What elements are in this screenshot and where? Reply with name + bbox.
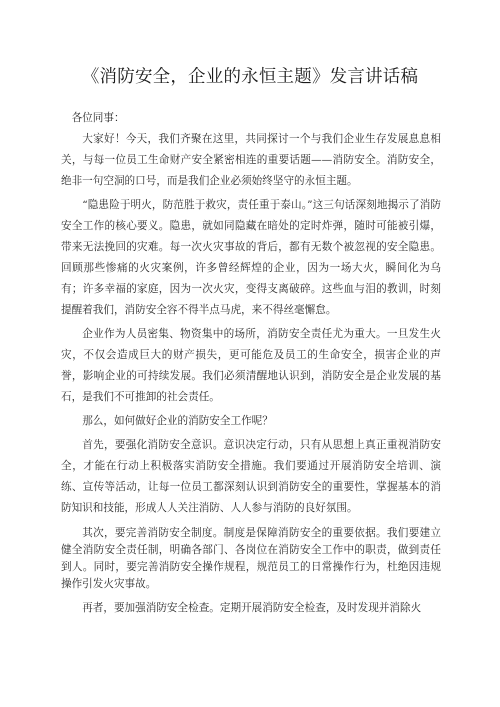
paragraph-opening: 大家好！今天，我们齐聚在这里，共同探讨一个与我们企业生存发展息息相关，与每一位员工生命财产安全紧密相连的重要话题——消防安全。消防安全，绝非一句空洞的口号，而是我们企业必须始终坚守的永恒主题。	[61, 133, 441, 187]
paragraph-quote: “隐患险于明火，防范胜于救灾，责任重于泰山。”这三句话深刻地揭示了消防安全工作的核心要义。隐患，就如同隐藏在暗处的定时炸弹，随时可能被引爆，带来无法挽回的灾难。每一次火灾事故的背后，都有无数个被忽视的安全隐患。回顾那些惨痛的火灾案例，许多曾经辉煌的企业，因为一场大火，瞬间化为乌有；许多幸福的家庭，因为一次火灾，变得支离破碎。这些血与泪的教训，时刻提醒着我们，消防安全容不得半点马虎，来不得丝毫懈怠。	[61, 199, 441, 316]
greeting: 各位同事：	[71, 112, 125, 124]
paragraph-question: 那么，如何做好企业的消防安全工作呢？	[82, 415, 273, 427]
paragraph-third: 再者，要加强消防安全检查。定期开展消防安全检查，及时发现并消除火	[82, 602, 422, 614]
document-body	[61, 108, 441, 622]
paragraph-first: 首先，要强化消防安全意识。意识决定行动，只有从思想上真正重视消防安全，才能在行动上积极落实消防安全措施。我们要通过开展消防安全培训、演练、宣传等活动，让每一位员工都深刻认识到消防安全的重要性，掌握基本的消防知识和技能，形成人人关注消防、人人参与消防的良好氛围。	[61, 439, 441, 514]
paragraph-second: 其次，要完善消防安全制度。制度是保障消防安全的重要依据。我们要建立健全消防安全责任制，明确各部门、各岗位在消防安全工作中的职责，做到责任到人。同时，要完善消防安全操作规程，规范员工的日常操作行为，杜绝因违规操作引发火灾事故。	[61, 527, 441, 590]
document-title: 《消防安全，企业的永恒主题》发言讲话稿	[81, 67, 419, 87]
paragraph-enterprise: 企业作为人员密集、物资集中的场所，消防安全责任尤为重大。一旦发生火灾，不仅会造成巨大的财产损失，更可能危及员工的生命安全，损害企业的声誉，影响企业的可持续发展。我们必须清醒地认识到，消防安全是企业发展的基石，是我们不可推卸的社会责任。	[61, 328, 441, 403]
